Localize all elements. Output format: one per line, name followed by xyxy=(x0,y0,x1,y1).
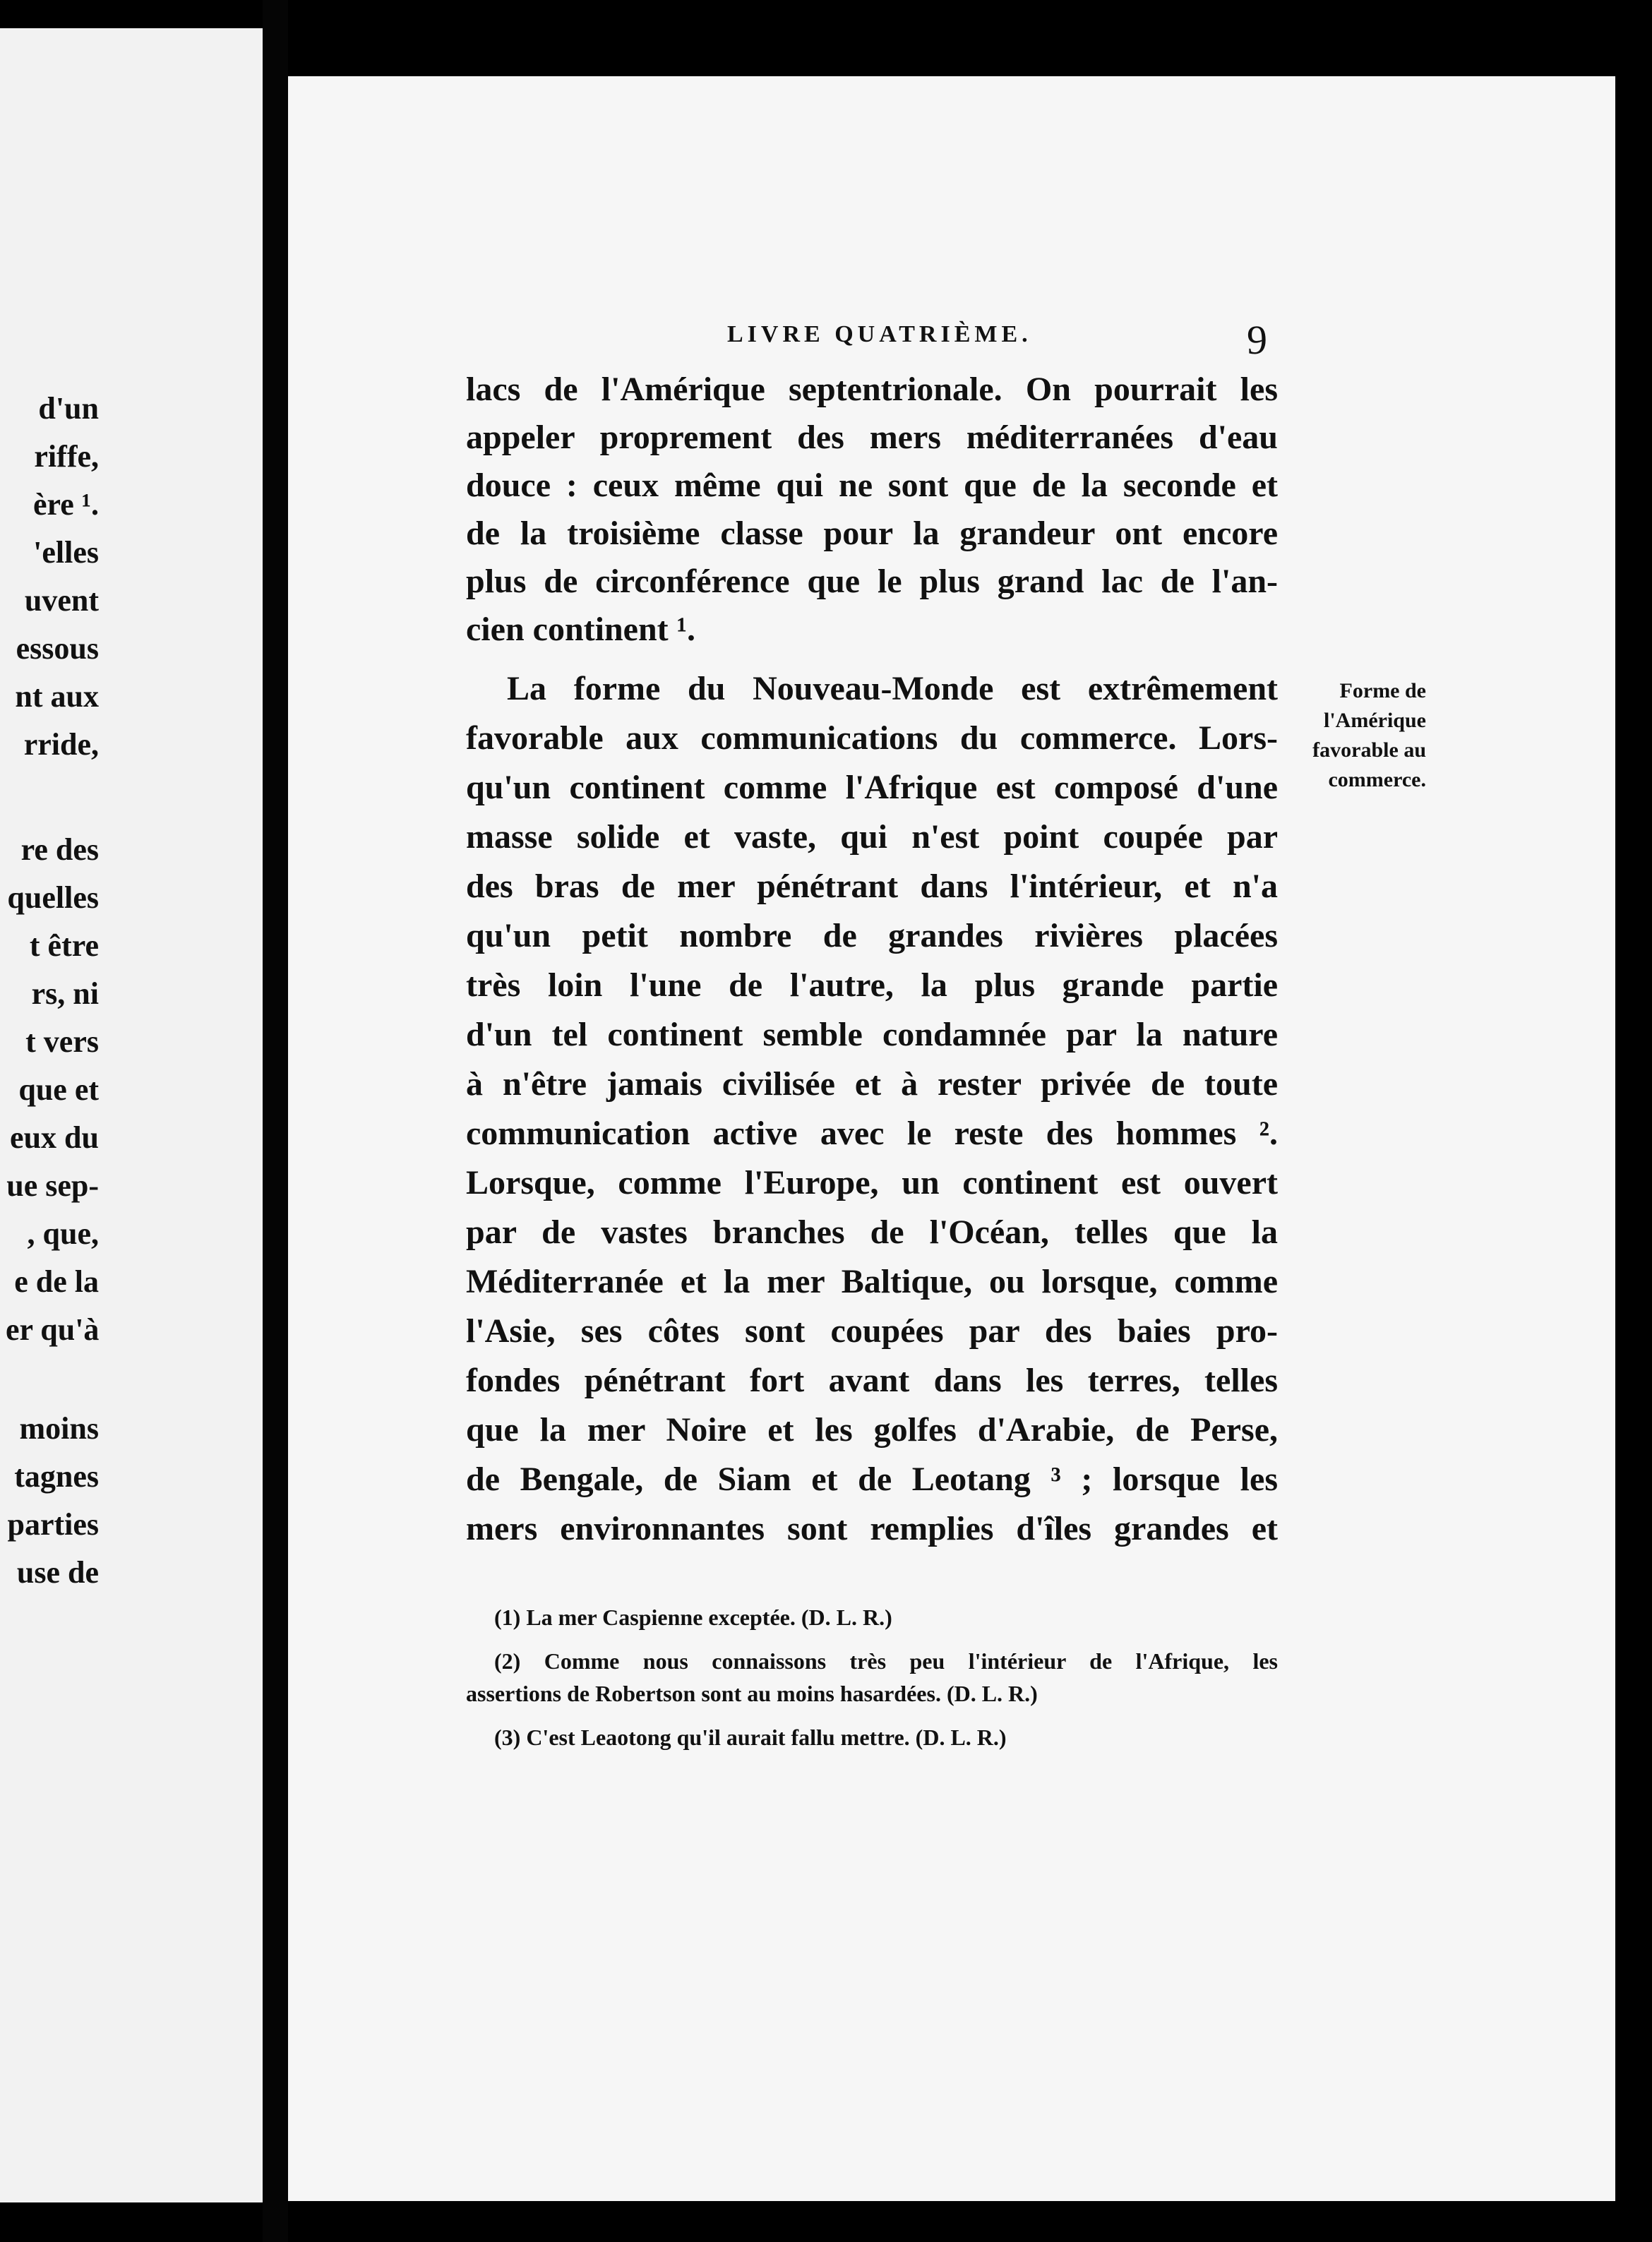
page-number: 9 xyxy=(1247,317,1267,363)
left-page-cropped xyxy=(0,28,263,2202)
left-page-fragment: rride, xyxy=(23,727,99,762)
text-line: très loin l'une de l'autre, la plus grande partie xyxy=(466,966,1278,1004)
left-page-fragment: , que, xyxy=(27,1216,99,1251)
left-page-fragment: t être xyxy=(29,928,99,963)
left-page-fragment: t vers xyxy=(25,1024,99,1059)
left-page-fragment: que et xyxy=(18,1072,99,1107)
left-page-fragment: moins xyxy=(19,1411,99,1446)
left-page-fragment: d'un xyxy=(38,391,99,426)
left-page-fragment: 'elles xyxy=(33,535,99,570)
left-page-fragment: ue sep- xyxy=(6,1168,99,1203)
marginal-note xyxy=(1285,676,1426,795)
text-line: douce : ceux même qui ne sont que de la seconde et xyxy=(466,467,1278,504)
text-line: appeler proprement des mers méditerranées d'eau xyxy=(466,419,1278,456)
left-page-fragment: essous xyxy=(16,631,99,666)
marginal-note-line: Forme de xyxy=(1339,679,1426,702)
text-line: à n'être jamais civilisée et à rester privée de toute xyxy=(466,1065,1278,1103)
left-page-fragment: riffe, xyxy=(34,439,99,474)
footnote-1: (1) La mer Caspienne exceptée. (D. L. R.) xyxy=(494,1605,892,1630)
text-line: La forme du Nouveau-Monde est extrêmement xyxy=(507,670,1278,707)
text-line: de Bengale, de Siam et de Leotang ³ ; lorsque les xyxy=(466,1461,1278,1498)
text-line: fondes pénétrant fort avant dans les terres, telles xyxy=(466,1362,1278,1399)
footnote-3: (3) C'est Leaotong qu'il aurait fallu mettre. (D. L. R.) xyxy=(494,1725,1007,1750)
text-line: plus de circonférence que le plus grand lac de l'an- xyxy=(466,563,1278,600)
marginal-note-line: favorable au xyxy=(1312,738,1426,762)
left-page-fragment: quelles xyxy=(7,880,99,915)
text-line: qu'un petit nombre de grandes rivières placées xyxy=(466,917,1278,954)
text-line: Méditerranée et la mer Baltique, ou lorsque, comme xyxy=(466,1263,1278,1300)
text-line: masse solide et vaste, qui n'est point coupée par xyxy=(466,818,1278,856)
left-page-fragment: tagnes xyxy=(14,1459,99,1494)
text-line: d'un tel continent semble condamnée par la nature xyxy=(466,1016,1278,1053)
text-line: Lorsque, comme l'Europe, un continent est ouvert xyxy=(466,1164,1278,1201)
left-page-fragment: nt aux xyxy=(15,679,99,714)
footnote-2: (2) Comme nous connaissons très peu l'intérieur de l'Afrique, les xyxy=(494,1648,1278,1674)
text-line: favorable aux communications du commerce. Lors- xyxy=(466,719,1278,757)
left-page-fragment: use de xyxy=(16,1555,99,1590)
text-line: communication active avec le reste des hommes ². xyxy=(466,1115,1278,1152)
text-line: cien continent ¹. xyxy=(466,611,696,648)
marginal-note-line: l'Amérique xyxy=(1324,709,1426,732)
text-line: lacs de l'Amérique septentrionale. On pourrait les xyxy=(466,371,1278,408)
running-head: LIVRE QUATRIÈME. xyxy=(727,321,1032,347)
left-page-fragment: parties xyxy=(7,1507,99,1542)
text-line: que la mer Noire et les golfes d'Arabie, de Perse, xyxy=(466,1411,1278,1449)
left-page-fragment: ère ¹. xyxy=(33,487,99,522)
text-line: par de vastes branches de l'Océan, telles que la xyxy=(466,1213,1278,1251)
left-page-fragment: re des xyxy=(20,832,99,867)
marginal-note-line: commerce. xyxy=(1328,768,1426,791)
text-line: de la troisième classe pour la grandeur ont encore xyxy=(466,515,1278,552)
left-page-fragment: uvent xyxy=(24,583,99,618)
left-page-fragment: er qu'à xyxy=(6,1312,100,1347)
footnote-2-continued: assertions de Robertson sont au moins hasardées. (D. L. R.) xyxy=(466,1681,1038,1706)
left-page-fragment: rs, ni xyxy=(31,976,99,1011)
left-page-fragment: e de la xyxy=(14,1264,99,1299)
text-line: des bras de mer pénétrant dans l'intérieur, et n'a xyxy=(466,868,1278,905)
text-line: mers environnantes sont remplies d'îles grandes et xyxy=(466,1510,1278,1547)
left-page-fragment: eux du xyxy=(10,1120,99,1155)
text-line: qu'un continent comme l'Afrique est composé d'une xyxy=(466,769,1278,806)
book-gutter xyxy=(263,0,288,2242)
text-line: l'Asie, ses côtes sont coupées par des baies pro- xyxy=(466,1312,1278,1350)
